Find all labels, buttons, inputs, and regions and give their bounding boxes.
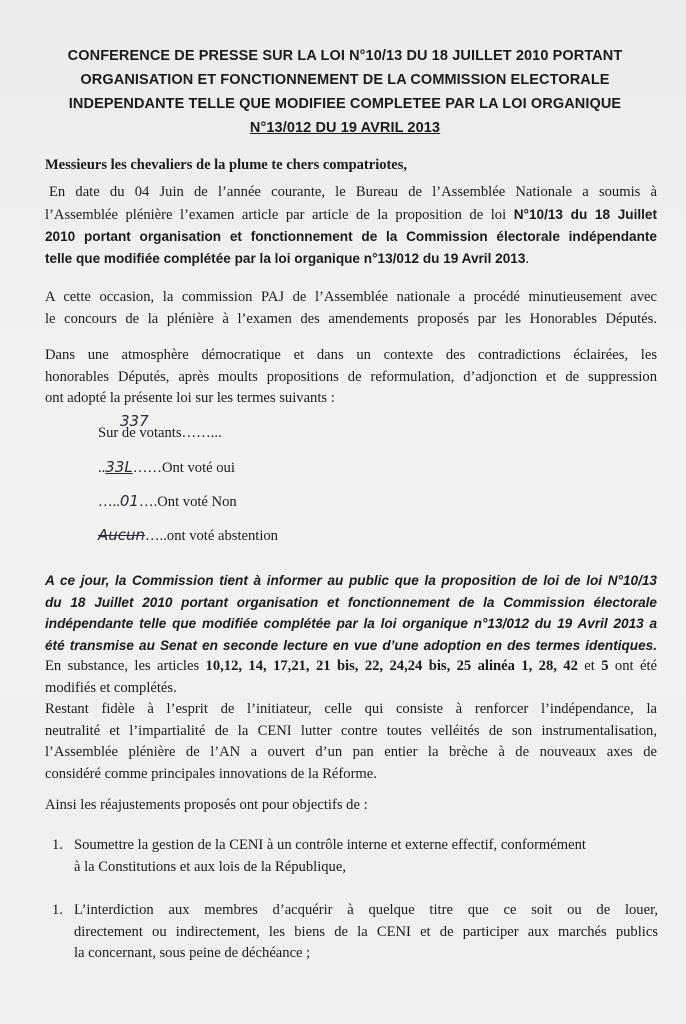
text-run: ……Ont voté oui [132,460,235,476]
list-item-line: la concernant, sous peine de déchéance ; [74,945,311,961]
title-line-2: ORGANISATION ET FONCTIONNEMENT DE LA COMMISSION ELECTORALE [80,72,610,88]
text-run: . [525,250,530,267]
paragraph-line: du 18 Juillet 2010 portant organisation et fonctionnement de la Commission électorale [45,594,657,610]
paragraph-line: l’Assemblée plénière de l’AN a ouvert d’un pan entier la brèche à de nouveaux axes de [45,744,657,760]
text-run: ….. [98,494,120,510]
title-line-4: N°13/012 DU 19 AVRIL 2013 [249,120,441,136]
document-title [40,44,650,140]
paragraph-4 [45,570,657,699]
paragraph-6 [45,795,657,817]
vote-no [98,492,237,511]
list-item-line: directement ou indirectement, les biens de la CENI et de participer aux marchés publics [74,923,658,940]
paragraph-line: A ce jour, la Commission tient à informer au public que la proposition de loi de loi N°10/13 [45,573,657,588]
title-line-1: CONFERENCE DE PRESSE SUR LA LOI N°10/13 DU 18 JUILLET 2010 PORTANT [67,48,623,64]
salutation: Messieurs les chevaliers de la plume te chers compatriotes, [45,157,408,173]
list-item-line: à la Constitutions et aux lois de la République, [74,858,346,875]
paragraph-line: 2010 portant organisation et fonctionnement de la Commission électorale indépendante [45,229,657,244]
paragraph-line [45,656,657,678]
paragraph-line: A cette occasion, la commission PAJ de l’Assemblée nationale a procédé minutieusement avec [45,289,657,305]
text-run: .. [98,460,106,476]
paragraph-line: neutralité et l’impartialité de la CENI lutter contre toutes velléités de son instrumentalisation, [45,722,657,739]
list-item-line: Soumettre la gestion de la CENI à un contrôle interne et externe effectif, conformément [74,837,586,853]
paragraph-line: été transmise au Senat en seconde lecture en vue d’une adoption en des termes identiques. [45,637,657,653]
paragraph-line: modifiés et complétés. [45,679,177,696]
text-run: l’Assemblée plénière l’examen article par article de la proposition de loi [45,206,514,223]
text-run: …..ont voté abstention [145,528,278,544]
list-item-number: 1. [52,837,63,853]
paragraph-1 [45,182,657,270]
vote-yes [98,458,235,477]
paragraph-2 [45,287,657,330]
bold-text-run: N°10/13 du 18 Juillet [513,206,657,222]
bold-text-run: telle que modifiée complétée par la loi organique n°13/012 du 19 Avril 2013 [45,250,526,266]
paragraph-line: ont adopté la présente loi sur les termes suivants : [45,390,335,406]
text-run: et [577,658,602,674]
vote-total: Sur de votants……... [98,425,222,441]
text-run: ….Ont voté Non [138,494,237,510]
paragraph-line: Ainsi les réajustements proposés ont pour objectifs de : [45,797,368,813]
paragraph-line: Dans une atmosphère démocratique et dans un contexte des contradictions éclairées, les [45,347,657,363]
handwritten-no: 01 [119,492,139,510]
paragraph-3 [45,345,657,410]
handwritten-yes: 33L [105,458,133,476]
paragraph-line: honorables Députés, après moults propositions de reformulation, d’adjonction et de suppression [45,368,657,385]
list-item-line: L’interdiction aux membres d’acquérir à quelque titre que ce soit ou de louer, [74,902,658,918]
paragraph-line: En date du 04 Juin de l’année courante, le Bureau de l’Assemblée Nationale a soumis à [49,184,657,200]
vote-abstention [98,526,278,545]
bold-text-run: 10,12, 14, 17,21, 21 bis, 22, 24,24 bis, 25 alinéa 1, 28, 42 [205,658,578,674]
paragraph-line [45,204,657,227]
paragraph-line: considéré comme principales innovations de la Réforme. [45,765,377,782]
paragraph-line: indépendante telle que modifiée complétée par la loi organique n°13/012 du 19 Avril 2013 a [45,616,657,631]
paragraph-line [45,248,657,271]
paragraph-5 [45,699,657,785]
title-line-3: INDEPENDANTE TELLE QUE MODIFIEE COMPLETEE PAR LA LOI ORGANIQUE [68,96,622,112]
text-run: ont été [608,658,657,674]
list-item-number: 1. [52,902,63,918]
paragraph-line: Restant fidèle à l’esprit de l’initiateur, celle qui consiste à renforcer l’indépendance, la [45,701,657,717]
text-run: En substance, les articles [45,658,206,674]
bold-text-run: 5 [601,658,609,674]
handwritten-abstention: Aucun [98,526,146,544]
handwritten-total: 337 [120,412,149,430]
paragraph-line: le concours de la plénière à l’examen des amendements proposés par les Honorables Députés. [45,310,657,327]
